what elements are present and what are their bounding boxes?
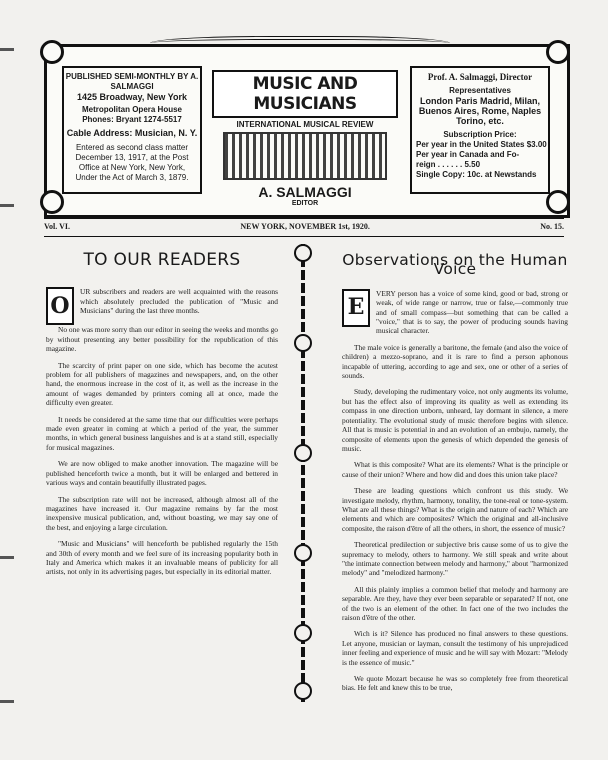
corner-ornament [546, 40, 570, 64]
article-paragraph: VERY person has a voice of some kind, good or bad, strong or weak, of wide range or narrow, true or false,—commonly true and of small compass—but something that can be called a "voice," that is to say, the power of producing sounds having musical character. [376, 288, 568, 336]
price-line: Per year in Canada and Fo- [416, 150, 520, 159]
masthead-center [212, 64, 398, 207]
issue-number: No. 15. [540, 222, 564, 231]
price-line: reign . . . . . . 5.50 [416, 160, 481, 169]
article-paragraph: We are now obliged to make another innovation. The magazine will be published henceforth twice a month, but it will be enlarged and bettered in various ways and contain beautifully illustrated pages. [46, 459, 278, 488]
publication-title: MUSIC AND MUSICIANS [212, 70, 398, 118]
publisher-info-box [62, 66, 202, 194]
volume-label: Vol. VI. [44, 222, 71, 231]
article-title: Observations on the Human Voice [342, 251, 568, 279]
issue-date: NEW YORK, NOVEMBER 1st, 1920. [240, 222, 370, 231]
article-paragraph: It needs be considered at the same time that our difficulties were perhaps made even greater in coming at which a period of the year, the summer months, in which general business languishes and is at a stand still, especially for musical magazines. [46, 414, 278, 452]
entry-line: December 13, 1917, at the Post [75, 153, 189, 162]
article-title: TO OUR READERS [83, 250, 241, 270]
dateline [44, 222, 564, 231]
publisher-line: PUBLISHED SEMI-MONTHLY BY A. SALMAGGI [65, 72, 199, 91]
price-heading: Subscription Price: [443, 130, 517, 139]
dropcap: E [342, 289, 370, 327]
corner-ornament [40, 40, 64, 64]
price-line: Single Copy: 10c. at Newstands [416, 170, 537, 179]
cities-line: Torino, etc. [456, 116, 504, 126]
article-paragraph: What is this composite? What are its elements? What is the principle or cause of their union? Where and how did and does this union take place? [342, 460, 568, 479]
binder-hole [0, 48, 14, 51]
left-article [46, 250, 278, 584]
representatives-heading: Representatives [449, 86, 511, 95]
entry-line: Under the Act of March 3, 1879. [75, 173, 189, 182]
house-line: Metropolitan Opera House [81, 105, 182, 114]
article-paragraph: The subscription rate will not be increased, although almost all of the magazines have increased it. Our magazine remains by far the most inexpensive musical publication, and, without boasting, we may say one of the best, and enjoying a large circulation. [46, 494, 278, 532]
editor-name: A. SALMAGGI [258, 184, 352, 200]
binder-hole [0, 700, 14, 703]
phones-line: Phones: Bryant 1274-5517 [82, 115, 182, 124]
publication-subtitle: INTERNATIONAL MUSICAL REVIEW [236, 120, 374, 129]
right-article [342, 250, 568, 700]
cities-line: Buenos Aires, Rome, Naples [418, 106, 542, 116]
article-paragraph: No one was more sorry than our editor in seeing the weeks and months go by without presenting any better possibility for the republication of this magazine. [46, 325, 278, 354]
article-paragraph: We quote Mozart because he was so completely free from theoretical bias. He felt and knew this to be true, [342, 674, 568, 693]
subscription-info-box [410, 66, 550, 194]
article-paragraph: "Music and Musicians" will henceforth be published regularly the 15th and 30th of every month and we feel sure of its increasing popularity both in Italy and America which makes it an invaluable means of publicity for all artists, not only in its advertising pages, but especially in its editorial matter. [46, 539, 278, 577]
article-paragraph: These are leading questions which confront us this study. We investigate melody, rhythm, harmony, tonality, the tone-real or tone-system. What are all these things? What is the origin and nature of each? Which are elements and which are composites? Which the original and all-inclusive composite, the raison d'être of all the others, in short, the essence of music? [342, 486, 568, 533]
article-paragraph: Study, developing the rudimentary voice, not only augments its volume, but has the effect also of improving its quality as well as extending its compass in one direction unborn, unheard, lay dormant in silence, a mere potentiality. The evolutional study of music therefore begins with silence. All that is music is potential in and an evolution of an embujo, namely, the composite of elements upon the genesis of which depended the genesis of music. [342, 387, 568, 453]
binder-hole [0, 204, 14, 207]
column-divider-ornament [294, 244, 312, 702]
rule [44, 236, 564, 237]
address-line: 1425 Broadway, New York [76, 92, 188, 102]
binder-hole [0, 556, 14, 559]
editor-label: EDITOR [291, 200, 319, 207]
floral-ornament [150, 36, 450, 54]
article-paragraph: The scarcity of print paper on one side, which has become the acutest problem for all publishers of magazines and newspapers, and, on the other hand, the enormous increase in the cost of it, as well as the increase in the amount of wages demanded by printers coming all at once, made the difficulty even greater. [46, 360, 278, 408]
cable-line: Cable Address: Musician, N. Y. [66, 128, 198, 138]
entry-line: Entered as second class matter [75, 143, 189, 152]
dancers-frieze-image [223, 132, 387, 180]
price-line: Per year in the United States $3.00 [416, 140, 547, 149]
article-paragraph: Wich is it? Silence has produced no final answers to these questions. Let anyone, musician or layman, consult the testimony of his unprejudiced inner feeling and experience of music and he will say with Mozart: "Melody is the essence of music." [342, 629, 568, 667]
entry-line: Office at New York, New York, [78, 163, 186, 172]
article-paragraph: The male voice is generally a baritone, the female (and also the voice of children) a mezzo-soprano, and it is rare to find a person aphonous incapable of uttering, according to age and sex, one or other of a series of sounds. [342, 342, 568, 381]
cities-line: London Paris Madrid, Milan, [419, 96, 540, 106]
article-paragraph: All this plainly implies a common belief that melody and harmony are separable. Are they, have they ever been separable or separated? If not, one of the two is an element of the other. In fact one of the two includes the raison d'être of the other. [342, 584, 568, 622]
corner-ornament [40, 190, 64, 214]
dropcap: O [46, 287, 74, 325]
rule [44, 218, 564, 219]
director-line: Prof. A. Salmaggi, Director [427, 72, 533, 82]
article-paragraph: Theoretical predilection or subjective bris cause some of us to give the supremacy to melody, others to harmony. We still speak and write about "the intimate connection between melody and harmony," about "harmonized melody" and "melodized harmony." [342, 540, 568, 578]
article-paragraph: UR subscribers and readers are well acquainted with the reasons which absolutely precluded the publication of "Music and Musicians" during the last three months. [80, 287, 278, 316]
